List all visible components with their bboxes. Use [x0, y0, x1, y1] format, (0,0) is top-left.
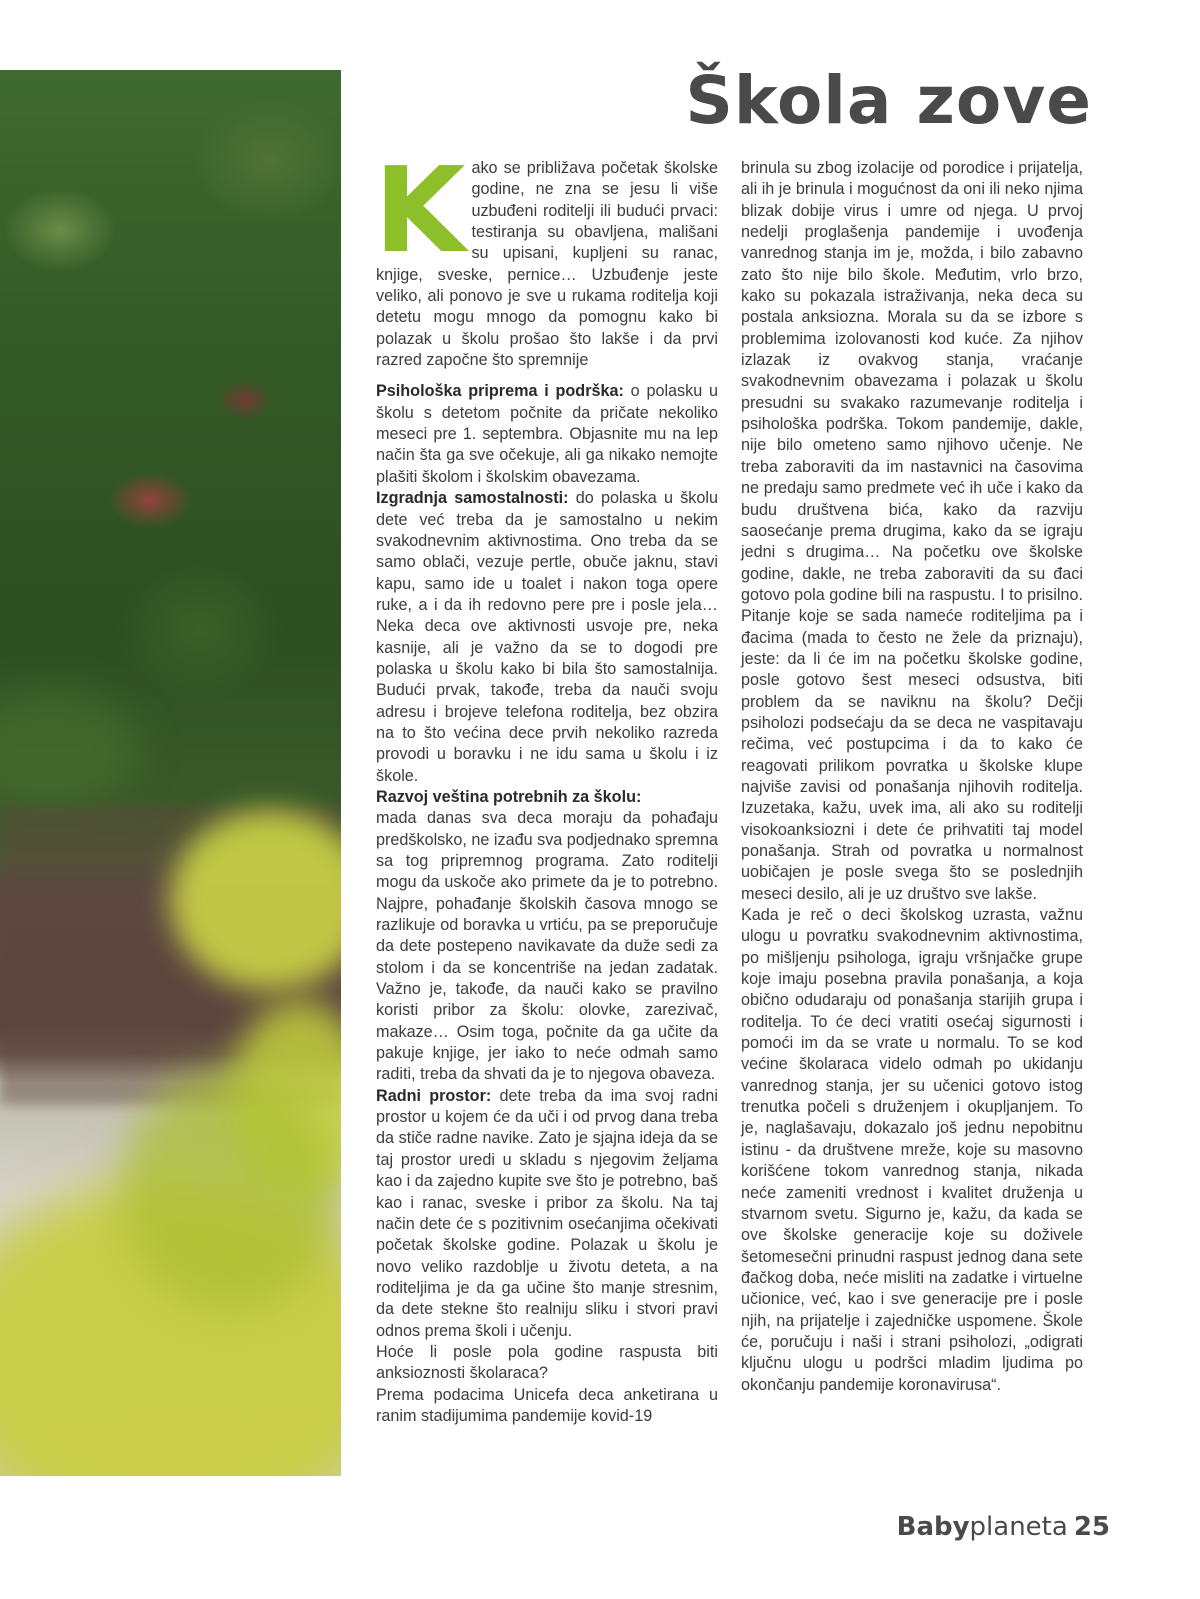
article-column-left [374, 141, 719, 1427]
drop-cap: K [374, 141, 466, 279]
intro-text: ako se približava početak školske godine, ne zna se jesu li više uzbuđeni roditelji ili budući prvaci: testiranja su obavljena, mališani su upisani, kupljeni su ranac, knjige, sveske, pernice… Uzbuđenje jeste veliko, ali ponovo je sve u rukama roditelja koji detetu mogu mnogo da pomognu kako bi polazak u školu prošao što lakše i da prvi razred započne što spremnije [376, 159, 718, 370]
section-heading: Izgradnja samostalnosti: [376, 489, 569, 508]
section-psychological [376, 381, 718, 488]
page-number: 25 [1073, 1512, 1110, 1542]
yellow-shrub-blur [120, 1070, 340, 1310]
cover-photo [0, 70, 341, 1476]
section-skills [376, 787, 718, 1086]
unicef-paragraph: Prema podacima Unicefa deca anketirana u ranim stadijumima pandemije kovid-19 [376, 1385, 718, 1425]
magazine-brand-light: planeta [969, 1512, 1068, 1542]
section-heading: Radni prostor: [376, 1086, 492, 1105]
section-text: do polaska u školu dete već treba da je samostalno u nekim svakodnevnim aktivnostima. Ono treba da se samo oblači, vezuje pertle, obuče jaknu, stavi kapu, samo ide u toalet i nakon toga opere ruke, a i da ih redovno pere pre i posle jela… Neka deca ove aktivnosti usvoje pre, neka kasnije, ali je važno da se to dogodi pre polaska u školu kako bi bila što samostalnija. Budući prvak, takođe, treba da nauči svoju adresu i brojeve telefona roditelja, bez obzira na to što većina dece prvih nekoliko razreda provodi u boravku i ne idu sama u školu i iz škole. [376, 489, 718, 785]
question-paragraph: Hoće li posle pola godine raspusta biti anksioznosti školaraca? [376, 1342, 718, 1383]
article-column-right [741, 158, 1083, 1396]
article-title: Škola zove [685, 62, 1092, 139]
section-text: o polasku u školu s detetom počnite da pričate nekoliko meseci pre 1. septembra. Objasnite mu na lep način šta ga sve očekuje, ali ga nikako nemojte plašiti školom i školskim obavezama. [376, 382, 719, 486]
section-text: mada danas sva deca moraju da pohađaju predškolsko, ne izađu sva podjednako spremna sa tog pripremnog programa. Zato roditelji mogu da uskoče ako primete da je to potrebno. Najpre, pohađanje školskih časova mnogo se razlikuje od boravka u vrtiću, pa se preporučuje da dete postepeno navikavate da duže sedi za stolom i da se koncentriše na jedan zadatak. Važno je, takođe, da nauči kako se pravilno koristi pribor za školu: olovke, zarezivač, makaze… Osim toga, počnite da ga učite da pakuje knjige, jer iako to neće odmah samo raditi, treba da shvati da je to njegova obaveza. [376, 809, 718, 1084]
section-workspace [376, 1086, 718, 1342]
paragraph: Kada je reč o deci školskog uzrasta, važnu ulogu u povratku svakodnevnim aktivnostima, po mišljenju psihologa, igraju vršnjačke grupe koje imaju posebna pravila ponašanja, a koja obično odudaraju od ponašanja starijih grupa i roditelja. To će deci vratiti osećaj sigurnosti i pomoći im da se vrate u normalu. To se kod većine školaraca videlo odmah po ukidanju vanrednog stanja, jer su učenici gotovo istog trenutka počeli s druženjem i okupljanjem. To je, naglašavaju, dokazalo još jednu nepobitnu istinu - da društvene mreže, koje su masovno korišćene tokom vanrednog stanja, nikada neće zameniti vrednost i kvalitet druženja u stvarnom svetu. Sigurno je, kažu, da kada se ove školske generacije koje su doživele šetomesečni prinudni raspust jednog dana sete đačkog doba, neće misliti na zadatke i virtuelne učionice, već, kao i sve generacije pre i posle njih, na prijatelje i zajedničke uspomene. Škole će, poručuju i naši i strani psiholozi, „odigrati ključnu ulogu u podršci mladim ljudima po okončanju pandemije koronavirusa“. [741, 906, 1083, 1394]
section-independence [376, 488, 718, 787]
intro-paragraph [374, 141, 718, 371]
section-heading: Razvoj veština potrebnih za školu: [376, 787, 642, 806]
paragraph: Pitanje koje se sada nameće roditeljima pa i đacima (mada to često ne žele da priznaju), jeste: da li će im na početku školske godine, posle gotovo šest meseci odsustva, biti problem da se naviknu na školu? Dečji psiholozi podsećaju da se deca ne vaspitavaju rečima, već postupcima i da to kako će reagovati prilikom povratka u školske klupe najviše zavisi od ponašanja njihovih roditelja. Izuzetaka, kažu, uvek ima, ali ako su roditelji visokoanksiozni i dete će prihvatiti taj model ponašanja. Strah od povratka u normalnost uobičajen je posle svega što se poslednjih meseci desilo, ali je uz društvo sve lakše. [741, 607, 1083, 903]
section-text: dete treba da ima svoj radni prostor u kojem će da uči i od prvog dana treba da stiče radne navike. Zato je sjajna ideja da se taj prostor uredi u skladu s njegovim željama kao i da zajedno kupite sve što je potrebno, baš kao i ranac, sveske i pribor za školu. Na taj način dete će s pozitivnim osećanjima očekivati početak školske godine. Polazak u školu je novo veliko razdoblje u životu deteta, a na roditeljima je da ga učine što manje stresnim, da dete stekne što realniju sliku i stvori pravi odnos prema školi i učenju. [376, 1086, 718, 1340]
foliage-blur [0, 690, 140, 810]
page-footer [897, 1512, 1110, 1542]
section-heading: Psihološka priprema i podrška: [376, 382, 624, 401]
paragraph: brinula su zbog izolacije od porodice i prijatelja, ali ih je brinula i mogućnost da oni ili neko njima blizak dobije virus i umre od njega. U prvoj nedelji proglašenja pandemije i uvođenja vanrednog stanja im je, možda, i bilo zabavno zato što nije bilo škole. Međutim, vrlo brzo, kako su pokazala istraživanja, neka deca su postala anksiozna. Morala su da se izbore s problemima izolovanosti kod kuće. Za njihov izlazak iz ovakvog stanja, vraćanje svakodnevnim obavezama i polazak u školu presudni su svakako razumevanje roditelja i psihološka podrška. Tokom pandemije, dakle, nije bilo ometeno samo njihovo učenje. Ne treba zaboraviti da im nastavnici na časovima ne predaju samo predmete već ih uče i kako da budu društvena bića, kako da razviju saosećanje prema drugima, kako da se igraju jedni s drugima… Na početku ove školske godine, dakle, ne treba zaboraviti da su đaci gotovo pola godine bili na raspustu. I to prisilno. [741, 159, 1083, 604]
magazine-brand-bold: Baby [896, 1512, 970, 1542]
